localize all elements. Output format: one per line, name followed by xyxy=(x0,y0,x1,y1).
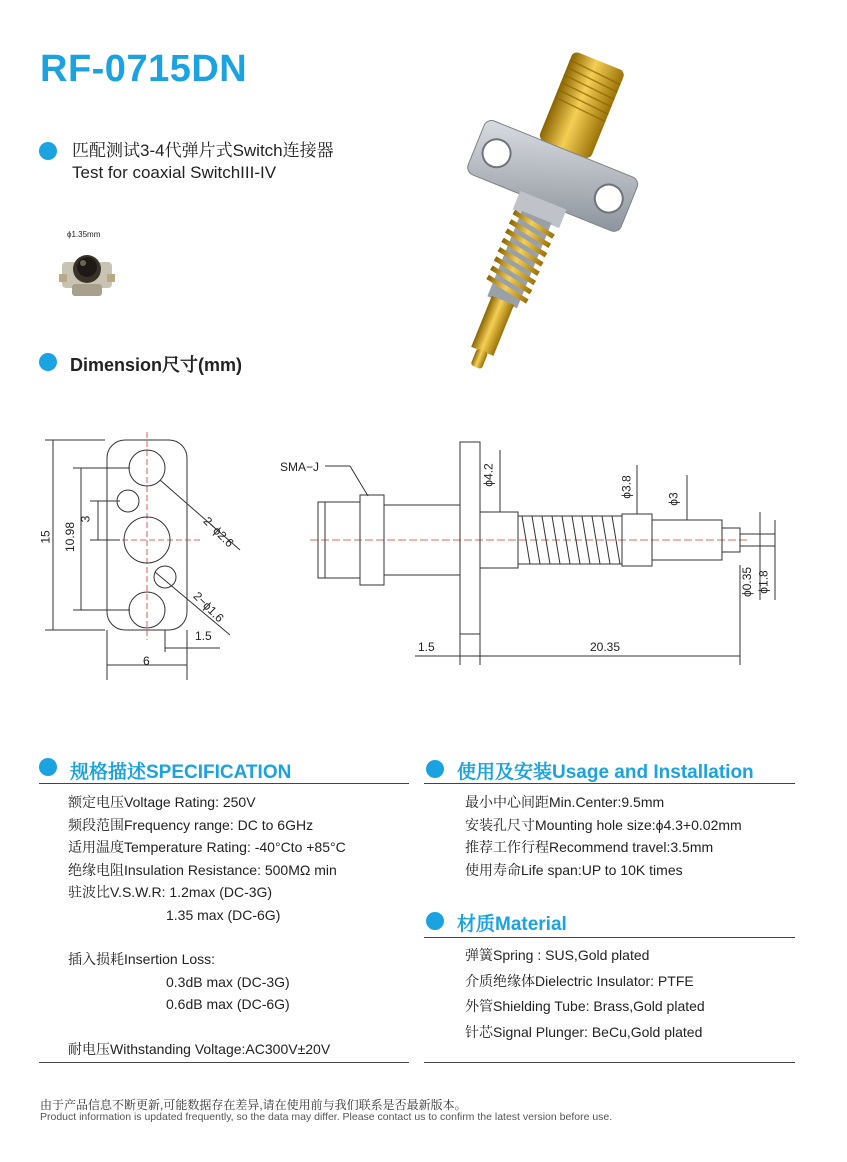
dim-1-5: 1.5 xyxy=(195,629,212,643)
spec-vswr-2: 1.35 max (DC-6G) xyxy=(166,906,281,923)
spec-withstanding-voltage: 耐电压Withstanding Voltage:AC300V±20V xyxy=(68,1040,331,1057)
specification-title: 规格描述SPECIFICATION xyxy=(70,762,292,783)
dimension-title: Dimension尺寸(mm) xyxy=(70,355,243,375)
dim-dia-3-8: ϕ3.8 xyxy=(619,475,634,499)
dim-10-98: 10.98 xyxy=(63,521,78,553)
dim-hole-2-6: 2−ϕ2.6 xyxy=(200,513,237,551)
dim-hole-1-6: 2−ϕ1.6 xyxy=(190,588,227,626)
dim-1-5-right: 1.5 xyxy=(418,640,435,654)
spec-insulation: 绝缘电阻Insulation Resistance: 500MΩ min xyxy=(68,861,337,878)
product-image xyxy=(395,48,675,378)
bullet-dot xyxy=(39,142,57,160)
material-shielding-tube: 外管Shielding Tube: Brass,Gold plated xyxy=(465,998,705,1014)
spec-insertion-loss-1: 0.3dB max (DC-3G) xyxy=(166,973,290,990)
intro-line-cn: 匹配测试3-4代弹片式Switch连接器 xyxy=(72,141,334,160)
dim-dia-4-2: ϕ4.2 xyxy=(481,463,496,487)
dim-dia-0-35: ϕ0.35 xyxy=(740,566,755,598)
usage-mounting-hole: 安装孔尺寸Mounting hole size:ϕ4.3+0.02mm xyxy=(465,816,742,833)
flange-front-view-drawing xyxy=(35,430,260,690)
usage-title: 使用及安装Usage and Installation xyxy=(457,762,754,783)
thumb-label: ϕ1.35mm xyxy=(67,230,101,239)
divider xyxy=(424,783,795,784)
dim-20-35: 20.35 xyxy=(590,640,621,654)
dim-3: 3 xyxy=(78,515,93,523)
page-title: RF-0715DN xyxy=(40,48,248,90)
bullet-dot xyxy=(39,353,57,371)
divider xyxy=(424,937,795,938)
mating-connector-image xyxy=(55,226,125,301)
sma-j-callout: SMA−J xyxy=(280,460,320,474)
mating-connector-thumbnail xyxy=(55,226,125,301)
material-dielectric: 介质绝缘体Dielectric Insulator: PTFE xyxy=(465,972,694,989)
material-signal-plunger: 针芯Signal Plunger: BeCu,Gold plated xyxy=(465,1023,703,1040)
material-title: 材质Material xyxy=(457,914,567,935)
dim-15: 15 xyxy=(38,530,53,544)
bullet-dot xyxy=(426,760,444,778)
intro-text xyxy=(72,140,334,184)
spec-voltage: 额定电压Voltage Rating: 250V xyxy=(68,794,256,810)
usage-travel: 推荐工作行程Recommend travel:3.5mm xyxy=(465,839,714,855)
divider xyxy=(424,1062,795,1063)
spec-temperature: 适用温度Temperature Rating: -40°Cto +85°C xyxy=(68,839,346,855)
usage-list xyxy=(465,791,795,881)
spec-vswr: 驻波比V.S.W.R: 1.2max (DC-3G) xyxy=(68,884,273,900)
usage-min-center: 最小中心间距Min.Center:9.5mm xyxy=(465,794,665,810)
spec-frequency: 频段范围Frequency range: DC to 6GHz xyxy=(68,816,314,833)
intro-line-en: Test for coaxial SwitchIII-IV xyxy=(72,163,277,182)
divider xyxy=(39,1062,409,1063)
specification-list xyxy=(68,791,408,1060)
dim-6: 6 xyxy=(143,654,150,668)
dim-dia-3: ϕ3 xyxy=(666,492,681,506)
bullet-dot xyxy=(426,912,444,930)
material-list xyxy=(465,943,795,1045)
bullet-dot xyxy=(39,758,57,776)
spec-insertion-loss-2: 0.6dB max (DC-6G) xyxy=(166,996,290,1012)
spec-insertion-loss: 插入损耗Insertion Loss: xyxy=(68,951,216,967)
dim-dia-1-8: ϕ1.8 xyxy=(756,570,771,594)
usage-life-span: 使用寿命Life span:UP to 10K times xyxy=(465,861,683,878)
side-view-drawing xyxy=(270,430,800,670)
divider xyxy=(39,783,409,784)
footer-note-cn: 由于产品信息不断更新,可能数据存在差异,请在使用前与我们联系是否最新版本。 xyxy=(40,1098,467,1112)
material-spring: 弹簧Spring : SUS,Gold plated xyxy=(465,947,650,963)
footer-note-en: Product information is updated frequently, so the data may differ. Please contact us to confirm the latest version before use. xyxy=(40,1111,613,1123)
